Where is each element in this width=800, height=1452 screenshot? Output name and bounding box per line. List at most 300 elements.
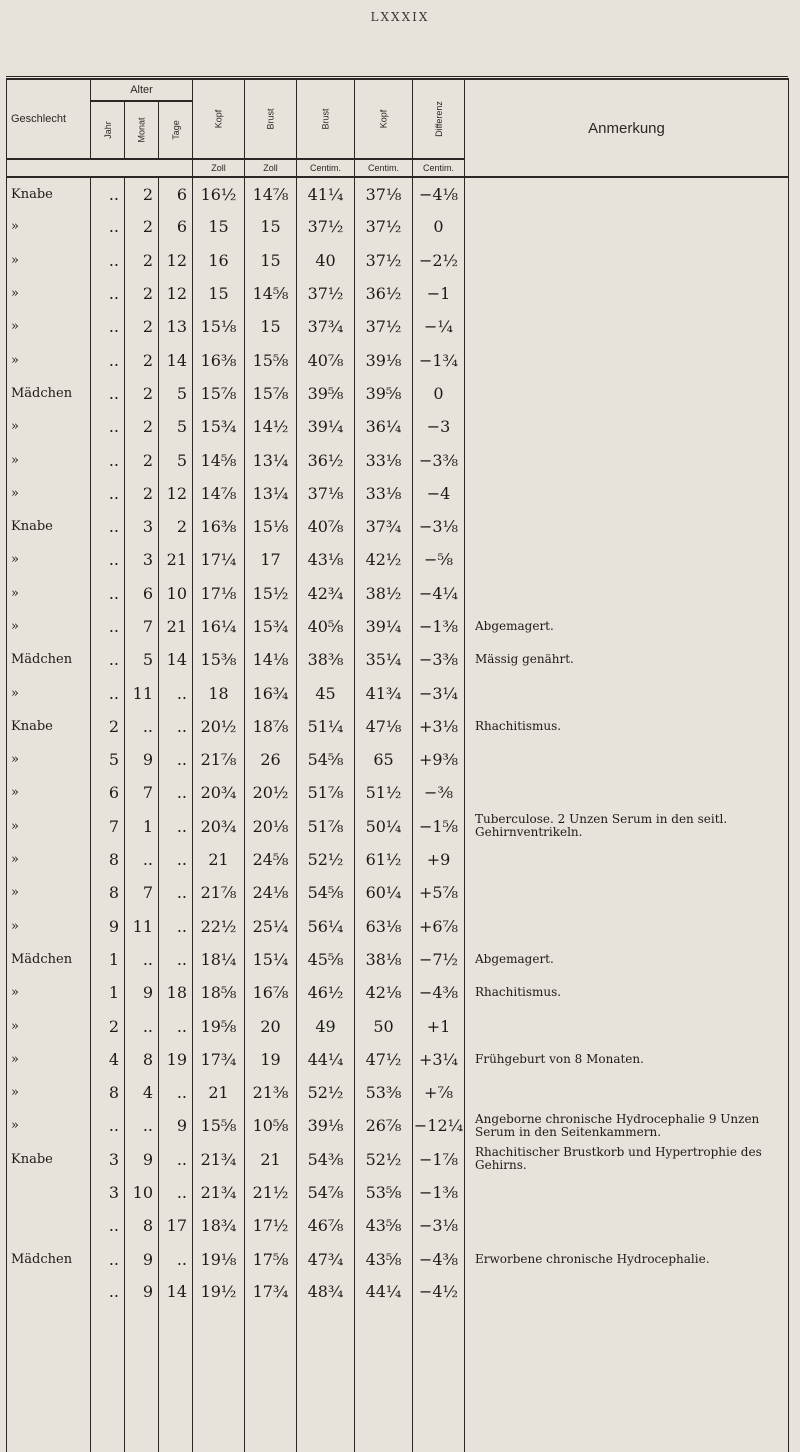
cell-anmerkung	[465, 1009, 789, 1042]
table-row	[7, 277, 789, 310]
cell-anmerkung	[465, 876, 789, 909]
cell-jahr: 5	[91, 743, 125, 776]
cell-differenz: −12¼	[413, 1109, 465, 1142]
cell-monat: 11	[125, 910, 159, 943]
table-row	[7, 1176, 789, 1209]
cell-brust-cm: 51¼	[297, 710, 355, 743]
header-brust-cm-label: Brust	[320, 107, 331, 130]
cell-tage: 6	[159, 210, 193, 243]
cell-kopf-zoll: 16	[193, 244, 245, 277]
cell-kopf-zoll: 19⅛	[193, 1243, 245, 1276]
cell-monat: 9	[125, 976, 159, 1009]
cell-kopf-cm: 36½	[355, 277, 413, 310]
cell-kopf-zoll: 18	[193, 676, 245, 709]
cell-kopf-cm: 38⅛	[355, 943, 413, 976]
cell-jahr: ..	[91, 343, 125, 376]
cell-monat: 2	[125, 377, 159, 410]
cell-brust-zoll: 15½	[245, 577, 297, 610]
cell-brust-zoll: 17½	[245, 1209, 297, 1242]
cell-monat: 7	[125, 610, 159, 643]
cell-jahr: ..	[91, 1109, 125, 1142]
cell-kopf-zoll: 14⅞	[193, 477, 245, 510]
table-row	[7, 410, 789, 443]
cell-jahr: 3	[91, 1176, 125, 1209]
cell-jahr: ..	[91, 676, 125, 709]
cell-kopf-zoll: 21⅞	[193, 876, 245, 909]
cell-monat: 9	[125, 743, 159, 776]
cell-brust-cm: 54⅜	[297, 1143, 355, 1176]
table-row	[7, 943, 789, 976]
cell-kopf-cm: 41¾	[355, 676, 413, 709]
cell-kopf-zoll: 18¼	[193, 943, 245, 976]
cell-monat: 2	[125, 343, 159, 376]
cell-kopf-zoll: 16¼	[193, 610, 245, 643]
cell-kopf-cm: 42½	[355, 543, 413, 576]
table-row	[7, 1209, 789, 1242]
cell-brust-cm: 40	[297, 244, 355, 277]
cell-tage: 21	[159, 610, 193, 643]
cell-geschlecht: »	[7, 843, 91, 876]
cell-geschlecht: Knabe	[7, 710, 91, 743]
cell-tage: ..	[159, 1243, 193, 1276]
cell-kopf-zoll: 15	[193, 277, 245, 310]
cell-monat: 2	[125, 177, 159, 210]
cell-differenz: −4	[413, 477, 465, 510]
cell-brust-zoll: 15	[245, 210, 297, 243]
header-unit-zoll-1: Zoll	[193, 159, 245, 177]
cell-differenz: −4½	[413, 1276, 465, 1452]
cell-brust-zoll: 14⅛	[245, 643, 297, 676]
table-row	[7, 1009, 789, 1042]
cell-tage: ..	[159, 843, 193, 876]
cell-kopf-cm: 33⅛	[355, 477, 413, 510]
cell-brust-zoll: 14½	[245, 410, 297, 443]
cell-geschlecht: »	[7, 443, 91, 476]
cell-kopf-zoll: 14⅝	[193, 443, 245, 476]
cell-brust-zoll: 15	[245, 310, 297, 343]
top-rule	[6, 76, 788, 77]
cell-brust-cm: 43⅛	[297, 543, 355, 576]
header-unit-cm-1: Centim.	[297, 159, 355, 177]
table-row	[7, 577, 789, 610]
cell-differenz: −2½	[413, 244, 465, 277]
cell-brust-cm: 36½	[297, 443, 355, 476]
cell-monat: ..	[125, 943, 159, 976]
cell-jahr: ..	[91, 410, 125, 443]
cell-kopf-cm: 43⅝	[355, 1209, 413, 1242]
cell-differenz: −4⅜	[413, 1243, 465, 1276]
cell-kopf-cm: 37½	[355, 310, 413, 343]
header-unit-cm-3: Centim.	[413, 159, 465, 177]
cell-monat: 3	[125, 543, 159, 576]
cell-kopf-zoll: 21	[193, 843, 245, 876]
cell-kopf-cm: 39⅝	[355, 377, 413, 410]
cell-tage: 14	[159, 1276, 193, 1452]
table-row	[7, 776, 789, 809]
cell-brust-zoll: 10⅝	[245, 1109, 297, 1142]
cell-brust-cm: 39⅛	[297, 1109, 355, 1142]
cell-differenz: −3	[413, 410, 465, 443]
cell-differenz: −1⅝	[413, 810, 465, 843]
cell-brust-zoll: 13¼	[245, 477, 297, 510]
table-row	[7, 710, 789, 743]
cell-kopf-cm: 42⅛	[355, 976, 413, 1009]
cell-anmerkung: Rhachitismus.	[465, 710, 789, 743]
cell-kopf-zoll: 18¾	[193, 1209, 245, 1242]
header-differenz-label: Differenz	[433, 100, 444, 137]
cell-monat: 2	[125, 477, 159, 510]
cell-monat: 2	[125, 443, 159, 476]
cell-geschlecht: Knabe	[7, 1143, 91, 1176]
cell-jahr: ..	[91, 510, 125, 543]
cell-kopf-cm: 51½	[355, 776, 413, 809]
header-jahr	[91, 101, 125, 159]
cell-brust-cm: 54⅝	[297, 876, 355, 909]
cell-geschlecht: »	[7, 743, 91, 776]
cell-kopf-cm: 47½	[355, 1043, 413, 1076]
cell-brust-cm: 44¼	[297, 1043, 355, 1076]
cell-jahr: 7	[91, 810, 125, 843]
cell-brust-zoll: 17	[245, 543, 297, 576]
cell-geschlecht: Mädchen	[7, 377, 91, 410]
table-row	[7, 377, 789, 410]
cell-brust-zoll: 21½	[245, 1176, 297, 1209]
cell-anmerkung	[465, 210, 789, 243]
cell-anmerkung	[465, 244, 789, 277]
cell-tage: ..	[159, 710, 193, 743]
cell-tage: ..	[159, 676, 193, 709]
table-row	[7, 477, 789, 510]
cell-kopf-zoll: 16½	[193, 177, 245, 210]
cell-monat: ..	[125, 1109, 159, 1142]
cell-monat: ..	[125, 1009, 159, 1042]
cell-kopf-cm: 65	[355, 743, 413, 776]
cell-geschlecht: »	[7, 776, 91, 809]
cell-anmerkung	[465, 743, 789, 776]
header-geschlecht: Geschlecht	[7, 79, 91, 159]
cell-brust-cm: 51⅞	[297, 810, 355, 843]
cell-differenz: −¼	[413, 310, 465, 343]
cell-differenz: −3⅜	[413, 443, 465, 476]
cell-anmerkung	[465, 776, 789, 809]
cell-kopf-cm: 37½	[355, 244, 413, 277]
cell-differenz: +5⅞	[413, 876, 465, 909]
cell-differenz: −4⅜	[413, 976, 465, 1009]
table-row	[7, 610, 789, 643]
cell-anmerkung	[465, 1176, 789, 1209]
cell-anmerkung: Rhachitischer Brustkorb und Hypertrophie des Gehirns.	[465, 1143, 789, 1176]
cell-kopf-cm: 50	[355, 1009, 413, 1042]
cell-monat: 3	[125, 510, 159, 543]
cell-kopf-cm: 33⅛	[355, 443, 413, 476]
cell-jahr: ..	[91, 1276, 125, 1452]
cell-jahr: 3	[91, 1143, 125, 1176]
cell-kopf-cm: 43⅝	[355, 1243, 413, 1276]
cell-jahr: 4	[91, 1043, 125, 1076]
cell-tage: 13	[159, 310, 193, 343]
cell-kopf-zoll: 15⅛	[193, 310, 245, 343]
cell-brust-zoll: 15⅞	[245, 377, 297, 410]
cell-brust-zoll: 15⅛	[245, 510, 297, 543]
cell-tage: 12	[159, 244, 193, 277]
cell-kopf-zoll: 20¾	[193, 776, 245, 809]
cell-anmerkung	[465, 676, 789, 709]
cell-geschlecht: »	[7, 1109, 91, 1142]
cell-brust-cm: 40⅝	[297, 610, 355, 643]
cell-brust-cm: 42¾	[297, 577, 355, 610]
cell-tage: 12	[159, 477, 193, 510]
cell-brust-cm: 54⅝	[297, 743, 355, 776]
cell-brust-zoll: 16⅞	[245, 976, 297, 1009]
cell-tage: 5	[159, 443, 193, 476]
table-row	[7, 1109, 789, 1142]
cell-brust-cm: 49	[297, 1009, 355, 1042]
cell-anmerkung: Frühgeburt von 8 Monaten.	[465, 1043, 789, 1076]
cell-differenz: −1	[413, 277, 465, 310]
cell-kopf-zoll: 15	[193, 210, 245, 243]
cell-brust-zoll: 17¾	[245, 1276, 297, 1452]
cell-brust-cm: 37½	[297, 277, 355, 310]
cell-differenz: +⅞	[413, 1076, 465, 1109]
cell-geschlecht: »	[7, 477, 91, 510]
cell-jahr: ..	[91, 244, 125, 277]
table-row	[7, 443, 789, 476]
cell-kopf-cm: 36¼	[355, 410, 413, 443]
cell-brust-cm: 38⅜	[297, 643, 355, 676]
header-alter: Alter	[91, 79, 193, 101]
table-row	[7, 1243, 789, 1276]
cell-geschlecht: »	[7, 610, 91, 643]
header-unit-zoll-2: Zoll	[245, 159, 297, 177]
cell-tage: 6	[159, 177, 193, 210]
table-row	[7, 910, 789, 943]
cell-monat: 11	[125, 676, 159, 709]
cell-brust-cm: 41¼	[297, 177, 355, 210]
cell-brust-cm: 52½	[297, 1076, 355, 1109]
cell-monat: 9	[125, 1276, 159, 1452]
cell-brust-zoll: 21	[245, 1143, 297, 1176]
cell-brust-zoll: 21⅜	[245, 1076, 297, 1109]
cell-kopf-zoll: 20¾	[193, 810, 245, 843]
cell-brust-cm: 37½	[297, 210, 355, 243]
cell-tage: ..	[159, 810, 193, 843]
cell-tage: ..	[159, 1143, 193, 1176]
table-row	[7, 310, 789, 343]
cell-jahr: 8	[91, 1076, 125, 1109]
cell-jahr: ..	[91, 1243, 125, 1276]
cell-brust-cm: 46½	[297, 976, 355, 1009]
cell-kopf-zoll: 21¾	[193, 1176, 245, 1209]
cell-differenz: +9	[413, 843, 465, 876]
cell-anmerkung	[465, 443, 789, 476]
cell-brust-zoll: 20⅛	[245, 810, 297, 843]
cell-differenz: −1¾	[413, 343, 465, 376]
cell-geschlecht: »	[7, 543, 91, 576]
cell-anmerkung	[465, 343, 789, 376]
header-brust-label: Brust	[265, 107, 276, 130]
cell-monat: 9	[125, 1243, 159, 1276]
cell-monat: 2	[125, 244, 159, 277]
cell-tage: 14	[159, 643, 193, 676]
cell-tage: ..	[159, 943, 193, 976]
cell-kopf-cm: 35¼	[355, 643, 413, 676]
table-row	[7, 810, 789, 843]
cell-kopf-zoll: 21¾	[193, 1143, 245, 1176]
cell-anmerkung	[465, 910, 789, 943]
cell-differenz: 0	[413, 377, 465, 410]
cell-geschlecht: »	[7, 1009, 91, 1042]
page-number: LXXXIX	[370, 10, 430, 24]
cell-kopf-cm: 61½	[355, 843, 413, 876]
cell-tage: 10	[159, 577, 193, 610]
cell-geschlecht: Mädchen	[7, 943, 91, 976]
cell-brust-cm: 47¾	[297, 1243, 355, 1276]
cell-jahr: ..	[91, 577, 125, 610]
cell-jahr: 2	[91, 1009, 125, 1042]
cell-jahr: ..	[91, 610, 125, 643]
cell-kopf-cm: 53⅜	[355, 1076, 413, 1109]
cell-anmerkung	[465, 377, 789, 410]
cell-kopf-zoll: 15⅞	[193, 377, 245, 410]
cell-differenz: −⅝	[413, 543, 465, 576]
cell-geschlecht: Mädchen	[7, 643, 91, 676]
cell-monat: 2	[125, 277, 159, 310]
cell-brust-zoll: 14⅝	[245, 277, 297, 310]
cell-kopf-zoll: 15¾	[193, 410, 245, 443]
cell-geschlecht	[7, 1176, 91, 1209]
cell-brust-zoll: 24⅝	[245, 843, 297, 876]
cell-tage: 5	[159, 410, 193, 443]
header-tage	[159, 101, 193, 159]
table-row	[7, 244, 789, 277]
header-unit-cm-2: Centim.	[355, 159, 413, 177]
cell-tage: 9	[159, 1109, 193, 1142]
cell-kopf-zoll: 17¼	[193, 543, 245, 576]
cell-brust-cm: 45⅝	[297, 943, 355, 976]
cell-monat: 6	[125, 577, 159, 610]
cell-kopf-cm: 37⅛	[355, 177, 413, 210]
cell-jahr: 8	[91, 843, 125, 876]
cell-anmerkung	[465, 510, 789, 543]
cell-geschlecht: »	[7, 310, 91, 343]
cell-tage: ..	[159, 876, 193, 909]
cell-jahr: 1	[91, 976, 125, 1009]
cell-anmerkung	[465, 477, 789, 510]
table-body	[7, 177, 789, 1452]
header-unit-spacer	[7, 159, 193, 177]
cell-geschlecht: »	[7, 244, 91, 277]
cell-geschlecht: »	[7, 1076, 91, 1109]
table-row	[7, 1043, 789, 1076]
cell-brust-zoll: 18⅞	[245, 710, 297, 743]
cell-anmerkung	[465, 1209, 789, 1242]
header-brust-cm	[297, 79, 355, 159]
table-row	[7, 1076, 789, 1109]
cell-tage: 19	[159, 1043, 193, 1076]
cell-kopf-cm: 26⅞	[355, 1109, 413, 1142]
cell-brust-zoll: 13¼	[245, 443, 297, 476]
cell-jahr: ..	[91, 177, 125, 210]
cell-anmerkung: Rhachitismus.	[465, 976, 789, 1009]
cell-jahr: ..	[91, 1209, 125, 1242]
cell-anmerkung: Mässig genährt.	[465, 643, 789, 676]
header-monat-label: Monat	[136, 116, 147, 143]
cell-kopf-cm: 53⅝	[355, 1176, 413, 1209]
cell-jahr: ..	[91, 377, 125, 410]
cell-jahr: 2	[91, 710, 125, 743]
cell-differenz: −⅜	[413, 776, 465, 809]
cell-jahr: ..	[91, 443, 125, 476]
cell-tage: 18	[159, 976, 193, 1009]
table-row	[7, 843, 789, 876]
table-row	[7, 543, 789, 576]
cell-tage: 2	[159, 510, 193, 543]
cell-anmerkung: Abgemagert.	[465, 943, 789, 976]
cell-brust-cm: 45	[297, 676, 355, 709]
cell-geschlecht: Knabe	[7, 510, 91, 543]
cell-brust-zoll: 24⅛	[245, 876, 297, 909]
cell-brust-zoll: 26	[245, 743, 297, 776]
cell-brust-zoll: 15	[245, 244, 297, 277]
cell-monat: 8	[125, 1209, 159, 1242]
cell-brust-zoll: 16¾	[245, 676, 297, 709]
cell-jahr: 8	[91, 876, 125, 909]
cell-monat: ..	[125, 710, 159, 743]
cell-geschlecht	[7, 1276, 91, 1452]
header-monat	[125, 101, 159, 159]
cell-geschlecht: »	[7, 876, 91, 909]
cell-geschlecht: »	[7, 343, 91, 376]
cell-kopf-zoll: 15⅝	[193, 1109, 245, 1142]
cell-anmerkung	[465, 177, 789, 210]
cell-kopf-zoll: 21	[193, 1076, 245, 1109]
cell-monat: 8	[125, 1043, 159, 1076]
cell-differenz: −4⅛	[413, 177, 465, 210]
cell-kopf-zoll: 17⅛	[193, 577, 245, 610]
cell-geschlecht: »	[7, 976, 91, 1009]
cell-brust-cm: 39⅝	[297, 377, 355, 410]
cell-differenz: +6⅞	[413, 910, 465, 943]
cell-brust-zoll: 17⅝	[245, 1243, 297, 1276]
cell-jahr: 1	[91, 943, 125, 976]
cell-kopf-zoll: 21⅞	[193, 743, 245, 776]
cell-tage: 5	[159, 377, 193, 410]
cell-geschlecht: »	[7, 577, 91, 610]
cell-tage: ..	[159, 743, 193, 776]
cell-jahr: ..	[91, 643, 125, 676]
cell-monat: 2	[125, 310, 159, 343]
cell-tage: ..	[159, 1076, 193, 1109]
cell-brust-cm: 37¾	[297, 310, 355, 343]
cell-brust-zoll: 19	[245, 1043, 297, 1076]
cell-monat: 2	[125, 410, 159, 443]
cell-tage: 21	[159, 543, 193, 576]
cell-brust-cm: 37⅛	[297, 477, 355, 510]
cell-brust-zoll: 14⅞	[245, 177, 297, 210]
cell-anmerkung	[465, 577, 789, 610]
cell-anmerkung	[465, 1076, 789, 1109]
table-row	[7, 976, 789, 1009]
cell-anmerkung	[465, 543, 789, 576]
cell-differenz: +1	[413, 1009, 465, 1042]
cell-brust-zoll: 20	[245, 1009, 297, 1042]
table-row	[7, 210, 789, 243]
measurement-table	[6, 78, 789, 1452]
cell-jahr: ..	[91, 210, 125, 243]
header-kopf-cm	[355, 79, 413, 159]
cell-geschlecht	[7, 1209, 91, 1242]
cell-brust-zoll: 20½	[245, 776, 297, 809]
